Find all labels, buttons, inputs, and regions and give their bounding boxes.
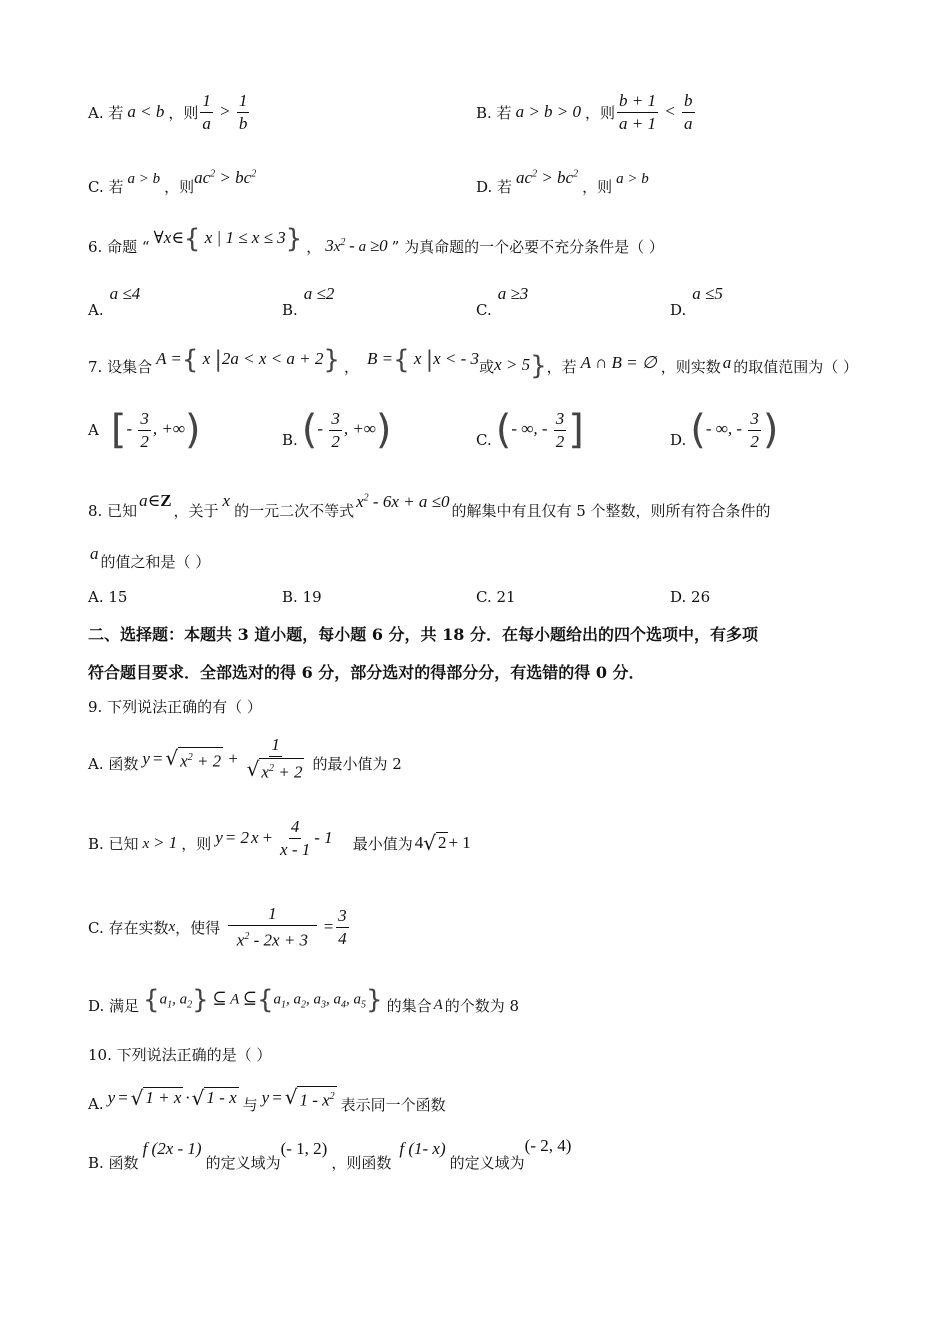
q7-sep: ， xyxy=(343,357,359,376)
q8-inequality: $x^2 - 6x + a \le 0$ xyxy=(356,492,450,511)
q6-d-value: a ≤5 xyxy=(692,284,723,303)
q8-var-a: a xyxy=(90,544,99,563)
q6-d-label: D. xyxy=(670,301,687,319)
q8-option-c: C. 21 xyxy=(476,588,516,606)
q5-c-label: C. 若 xyxy=(88,177,124,196)
q10-b-mid: 的定义域为 xyxy=(205,1153,281,1172)
question-8-line2 xyxy=(88,546,210,576)
q7-set-a: A ={ x |2a < x < a + 2} xyxy=(156,345,340,375)
q10-b-func2: f (1- x) xyxy=(399,1139,446,1158)
q9-b-min-value: 4 √ 2 + 1 xyxy=(414,831,471,855)
q10-a-suffix: 表示同一个函数 xyxy=(340,1095,446,1114)
q5-option-d xyxy=(476,166,649,206)
q6-option-b xyxy=(282,284,335,319)
q10-option-b xyxy=(88,1134,571,1174)
q10-a-label: A. xyxy=(88,1095,104,1113)
q9-b-cond: x > 1 xyxy=(142,833,178,852)
q8-option-d: D. 26 xyxy=(670,588,711,606)
q7-var-a: a xyxy=(722,353,732,372)
q6-c-value: a ≥3 xyxy=(497,284,529,303)
q9-c-label: C. 存在实数 xyxy=(88,918,169,937)
question-8 xyxy=(88,488,771,532)
q8-var-x: x xyxy=(222,491,231,510)
q8-suffix: 的解集中有且仅有 5 个整数，则所有符合条件的 xyxy=(451,501,771,520)
q7-suffix2: ，则实数 xyxy=(660,357,721,376)
q6-b-label: B. xyxy=(282,301,298,319)
q9-c-var-x: x xyxy=(168,918,176,935)
q8-line2: 的值之和是（ ） xyxy=(100,552,211,571)
q5-b-inequality: $\frac{b + 1}{a + 1}$ < $\frac{b}{a}$ xyxy=(619,90,693,133)
q7-option-b xyxy=(282,402,392,458)
q6-option-a xyxy=(88,284,141,319)
q6-forall: ∀x∈{ x | 1 ≤ x ≤ 3} xyxy=(153,224,303,254)
q9-option-c xyxy=(88,896,351,958)
q6-b-value: a ≤2 xyxy=(303,284,335,303)
q7-option-a xyxy=(88,402,201,458)
q10-a-func2: y = √ $1 - x^2$ xyxy=(261,1084,335,1110)
q5-option-a xyxy=(88,82,251,142)
q9-b-mid: ，则 xyxy=(181,834,212,853)
q8-mid1: ，关于 xyxy=(173,501,219,520)
q5-option-c xyxy=(88,166,256,206)
q7-prefix: 7. 设集合 xyxy=(88,357,153,376)
section-2-heading-line2: 符合题目要求．全部选对的得 6 分，部分选对的得部分分，有选错的得 0 分． xyxy=(88,663,645,682)
q6-c-label: C. xyxy=(476,301,492,319)
q10-b-func1: f (2x - 1) xyxy=(142,1139,202,1158)
q9-c-mid: ，使得 xyxy=(175,918,221,937)
q9-a-label: A. 函数 xyxy=(88,754,139,773)
q5-d-cond: $ac^2 > bc^2$ xyxy=(516,168,579,187)
q7-b-interval: (- $\frac{3}{2}$ , +∞) xyxy=(301,407,392,453)
q7-d-interval: (- ∞, - $\frac{3}{2}$ ) xyxy=(690,407,779,453)
q5-d-then: ，则 xyxy=(582,177,613,196)
q9-option-a xyxy=(88,728,402,798)
q7-option-c xyxy=(476,402,584,458)
q5-c-then: ，则 xyxy=(164,177,195,196)
q10-b-domain2: (- 2, 4) xyxy=(524,1136,572,1155)
q7-option-d xyxy=(670,402,778,458)
q6-a-label: A. xyxy=(88,301,104,319)
q7-b-label: B. xyxy=(282,431,298,449)
q9-c-equation: $\frac{1}{x^2 - 2x + 3}$ = $\frac{3}{4}$ xyxy=(222,904,350,951)
q9-option-b xyxy=(88,812,471,874)
q8-a-in-z: a∈Z xyxy=(139,491,172,510)
q9-d-var-a: A xyxy=(433,996,443,1013)
q9-b-suffix: 最小值为 xyxy=(352,834,413,853)
q6-a-value: a ≤4 xyxy=(109,284,141,303)
q5-a-cond: a < b xyxy=(127,102,165,121)
q9-d-subset: {$a_1$, $a_2$} ⊆ A $⊆\{a_1$, $a_2$, $a_3$, $a_4$, $a_5$} xyxy=(143,985,383,1015)
question-10-stem: 10. 下列说法正确的是（ ） xyxy=(88,1046,272,1064)
question-6 xyxy=(88,226,664,266)
q7-d-label: D. xyxy=(670,431,687,449)
q6-expression: $3x^2 - a \ge 0$ xyxy=(325,236,388,255)
q7-suffix1: ，若 xyxy=(546,357,577,376)
q6-middle: ， xyxy=(306,237,322,256)
q10-b-label: B. 函数 xyxy=(88,1153,139,1172)
q10-a-func1: y = √ 1 + x · √ 1 - x xyxy=(107,1086,237,1110)
q8-mid2: 的一元二次不等式 xyxy=(234,501,355,520)
q9-d-suffix2: 的个数为 8 xyxy=(444,996,520,1015)
q7-a-label: A xyxy=(88,421,99,439)
q10-b-suffix: 的定义域为 xyxy=(449,1153,525,1172)
q9-d-label: D. 满足 xyxy=(88,996,140,1015)
q7-or: 或 xyxy=(479,357,495,376)
q9-b-label: B. 已知 xyxy=(88,834,139,853)
q6-prefix: 6. 命题 “ xyxy=(88,237,150,256)
q5-b-then: ，则 xyxy=(585,103,616,122)
q9-b-function: y = 2 x + $\frac{4}{x - 1}$ - 1 xyxy=(215,816,333,859)
q8-option-b: B. 19 xyxy=(282,588,322,606)
q8-prefix: 8. 已知 xyxy=(88,501,138,520)
q5-c-cond: a > b xyxy=(127,170,161,187)
q6-suffix: ” 为真命题的一个必要不充分条件是（ ） xyxy=(391,237,664,256)
q9-a-function: y = √ $x^2 + 2$ + 1 √ $x^2 + 2$ xyxy=(142,735,303,782)
q7-set-b: B ={ x |x < - 3 xyxy=(366,345,480,375)
q7-intersection: A ∩ B = ∅ xyxy=(580,353,657,372)
q5-a-then: ，则 xyxy=(168,103,199,122)
q9-option-d xyxy=(88,980,519,1030)
q10-b-domain1: (- 1, 2) xyxy=(280,1139,328,1158)
q10-b-mid2: ，则函数 xyxy=(331,1153,392,1172)
q6-option-c xyxy=(476,284,529,319)
q7-suffix3: 的取值范围为（ ） xyxy=(733,357,858,376)
q9-a-suffix: 的最小值为 2 xyxy=(312,754,402,773)
q5-b-cond: a > b > 0 xyxy=(515,102,582,121)
q7-a-interval: [- $\frac{3}{2}$ , +∞) xyxy=(110,407,201,453)
q5-a-inequality: $\frac{1}{a}$ > $\frac{1}{b}$ xyxy=(202,90,248,133)
q7-c-label: C. xyxy=(476,431,492,449)
question-7 xyxy=(88,344,858,388)
q5-option-b xyxy=(476,82,697,142)
q5-d-result: a > b xyxy=(616,170,649,187)
q10-a-mid: 与 xyxy=(242,1095,258,1114)
q7-c-interval: (- ∞, - $\frac{3}{2}$ ] xyxy=(495,407,584,453)
q6-option-d xyxy=(670,284,723,319)
q7-set-b-tail: x > 5} xyxy=(494,351,547,381)
q5-d-label: D. 若 xyxy=(476,177,513,196)
section-2-heading-line1: 二、选择题：本题共 3 道小题，每小题 6 分，共 18 分．在每小题给出的四个选项中，有多项 xyxy=(88,625,758,644)
q5-c-result: $ac^2 > bc^2$ xyxy=(194,168,257,187)
q5-a-label: A. 若 xyxy=(88,103,124,122)
q9-d-suffix: 的集合 xyxy=(386,996,432,1015)
question-9-stem: 9. 下列说法正确的有（ ） xyxy=(88,698,262,716)
q8-option-a: A. 15 xyxy=(88,588,128,606)
q10-option-a xyxy=(88,1078,446,1118)
q5-b-label: B. 若 xyxy=(476,103,512,122)
